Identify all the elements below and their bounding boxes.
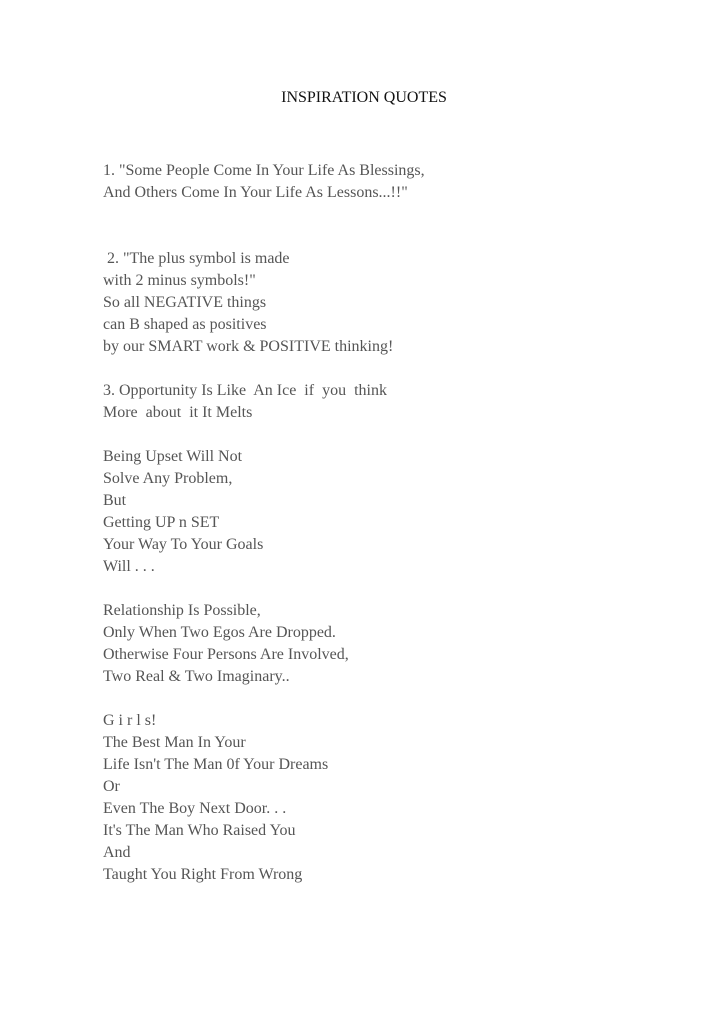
quotes-body xyxy=(103,160,425,908)
quote-line: 1. "Some People Come In Your Life As Blessings, xyxy=(103,162,425,179)
quote-line: And Others Come In Your Life As Lessons...!!" xyxy=(103,184,408,201)
quote-line: Your Way To Your Goals xyxy=(103,536,264,553)
quote-line: can B shaped as positives xyxy=(103,316,267,333)
quote-line: Two Real & Two Imaginary.. xyxy=(103,668,290,685)
quote-paragraph xyxy=(103,446,425,578)
quote-line: It's The Man Who Raised You xyxy=(103,822,296,839)
quote-line: Taught You Right From Wrong xyxy=(103,866,303,883)
quote-line: Life Isn't The Man 0f Your Dreams xyxy=(103,756,329,773)
quote-paragraph xyxy=(103,710,425,886)
quote-line: 2. "The plus symbol is made xyxy=(103,250,290,267)
quote-paragraph xyxy=(103,380,425,424)
quote-line: The Best Man In Your xyxy=(103,734,246,751)
quote-line: Will . . . xyxy=(103,558,155,575)
quote-line: Relationship Is Possible, xyxy=(103,602,261,619)
quote-line: G i r l s! xyxy=(103,712,157,729)
quote-line: Getting UP n SET xyxy=(103,514,220,531)
quote-line: Even The Boy Next Door. . . xyxy=(103,800,287,817)
quote-line: Solve Any Problem, xyxy=(103,470,233,487)
quote-line: So all NEGATIVE things xyxy=(103,294,267,311)
quote-line: 3. Opportunity Is Like An Ice if you think xyxy=(103,382,387,399)
quote-line: But xyxy=(103,492,127,509)
quote-line: Otherwise Four Persons Are Involved, xyxy=(103,646,349,663)
quote-paragraph xyxy=(103,248,425,358)
quote-paragraph xyxy=(103,160,425,204)
quote-line: More about it It Melts xyxy=(103,404,253,421)
quote-line: by our SMART work & POSITIVE thinking! xyxy=(103,338,394,355)
quote-line: And xyxy=(103,844,131,861)
quote-line: with 2 minus symbols!" xyxy=(103,272,256,289)
quote-paragraph xyxy=(103,600,425,688)
quote-line: Only When Two Egos Are Dropped. xyxy=(103,624,336,641)
quote-line: Or xyxy=(103,778,120,795)
document-title: INSPIRATION QUOTES xyxy=(281,89,447,106)
quote-line: Being Upset Will Not xyxy=(103,448,243,465)
